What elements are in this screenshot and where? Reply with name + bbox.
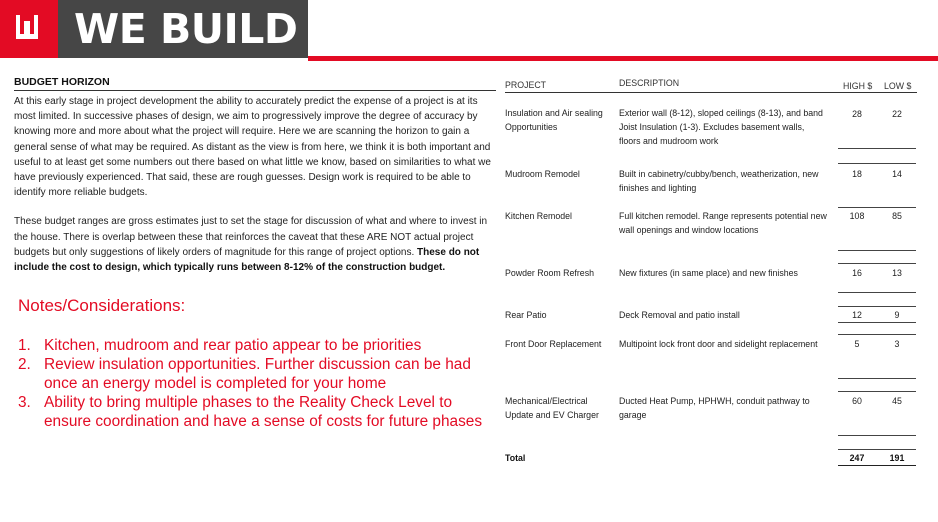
row-rule [838,163,916,164]
total-rule [838,465,916,466]
title-banner [58,0,308,58]
note-item [18,355,488,393]
note-text: Review insulation opportunities. Further discussion can be had once an energy model is completed for your home [44,356,471,392]
row-description: New fixtures (in same place) and new finishes [619,268,798,278]
row-low: 3 [894,339,900,349]
row-description: Ducted Heat Pump, HPHWH, conduit pathway to garage [619,396,810,421]
row-high: 18 [852,169,862,179]
row-rule [838,435,916,436]
row-project: Insulation and Air sealing Opportunities [505,108,603,133]
row-description: Built in cabinetry/cubby/bench, weatherization, new finishes and lighting [619,169,819,194]
row-project: Mudroom Remodel [505,169,580,179]
row-low: 22 [892,109,902,119]
header-low: LOW $ [884,81,912,91]
row-rule [838,322,916,323]
row-description: Multipoint lock front door and sidelight replacement [619,339,818,349]
row-rule [838,148,916,149]
row-high: 16 [852,268,862,278]
total-label: Total [505,453,526,463]
row-low: 13 [892,268,902,278]
row-low: 45 [892,396,902,406]
header-rule [505,92,917,93]
note-text: Kitchen, mudroom and rear patio appear to be priorities [44,337,422,354]
row-project: Kitchen Remodel [505,211,572,221]
note-item [18,393,488,431]
row-description: Full kitchen remodel. Range represents potential new wall openings and window locations [619,211,827,236]
row-low: 85 [892,211,902,221]
row-rule [838,378,916,379]
header-divider [308,56,938,61]
notes-title: Notes/Considerations: [18,296,186,315]
header-project: PROJECT [505,80,547,90]
row-high: 60 [852,396,862,406]
row-description: Deck Removal and patio install [619,310,740,320]
row-rule [838,334,916,335]
note-number: 3. [18,394,31,411]
row-project: Front Door Replacement [505,339,602,349]
row-low: 14 [892,169,902,179]
budget-horizon-section [14,76,496,275]
page-title: WE BUILD [74,5,298,53]
row-rule [838,207,916,208]
row-rule [838,250,916,251]
header-high: HIGH $ [843,81,873,91]
row-rule [838,391,916,392]
row-rule [838,292,916,293]
row-rule [838,306,916,307]
row-project: Mechanical/Electrical Update and EV Charger [505,396,599,421]
notes-list [18,336,488,431]
row-high: 108 [849,211,865,221]
row-project: Rear Patio [505,310,547,320]
note-number: 1. [18,337,31,354]
section-heading: BUDGET HORIZON [14,76,496,91]
total-low: 191 [889,453,905,463]
estimate-paragraph-text: These budget ranges are gross estimates just to set the stage for discussion of what and where to invest in the house. There is overlap between these that reinforces the caveat that these ARE NOT actual project budgets but only suggestions of likely orders of magnitude for this range of project options. [14,216,488,258]
estimate-paragraph [14,214,496,275]
header-description: DESCRIPTION [619,78,680,88]
row-high: 28 [852,109,862,119]
row-description: Exterior wall (8-12), sloped ceilings (8-13), and band Joist Insulation (1-3). Excludes basement walls, floors and mudroom work [619,108,823,147]
row-rule [838,449,916,450]
design-cost-note: These do not include the cost to design, which typically runs between 8-12% of the construction budget. [14,246,480,274]
row-project: Powder Room Refresh [505,268,594,278]
note-item [18,336,488,355]
row-rule [838,263,916,264]
total-high: 247 [849,453,865,463]
logo [0,0,58,58]
note-number: 2. [18,356,31,373]
row-high: 5 [854,339,860,349]
row-high: 12 [852,310,862,320]
row-low: 9 [894,310,900,320]
note-text: Ability to bring multiple phases to the Reality Check Level to ensure coordination and have a sense of costs for future phases [44,394,483,430]
we-build-logo-icon [16,15,38,39]
intro-paragraph: At this early stage in project development the ability to accurately predict the expense of a project is at its most limited. In successive phases of design, we aim to progressively improve the degree of accuracy by knowing more and more about what the project will require. Here we are scanning the horizon to gain a general sense of what may be required. As distant as the view is from here, we think it is both important and useful to at least get some numbers out there based on what little we know, based on similarities to what we have previously experienced. That said, these are rough guesses. Design work is required to be able to identify more reliable budgets. [14,96,491,199]
